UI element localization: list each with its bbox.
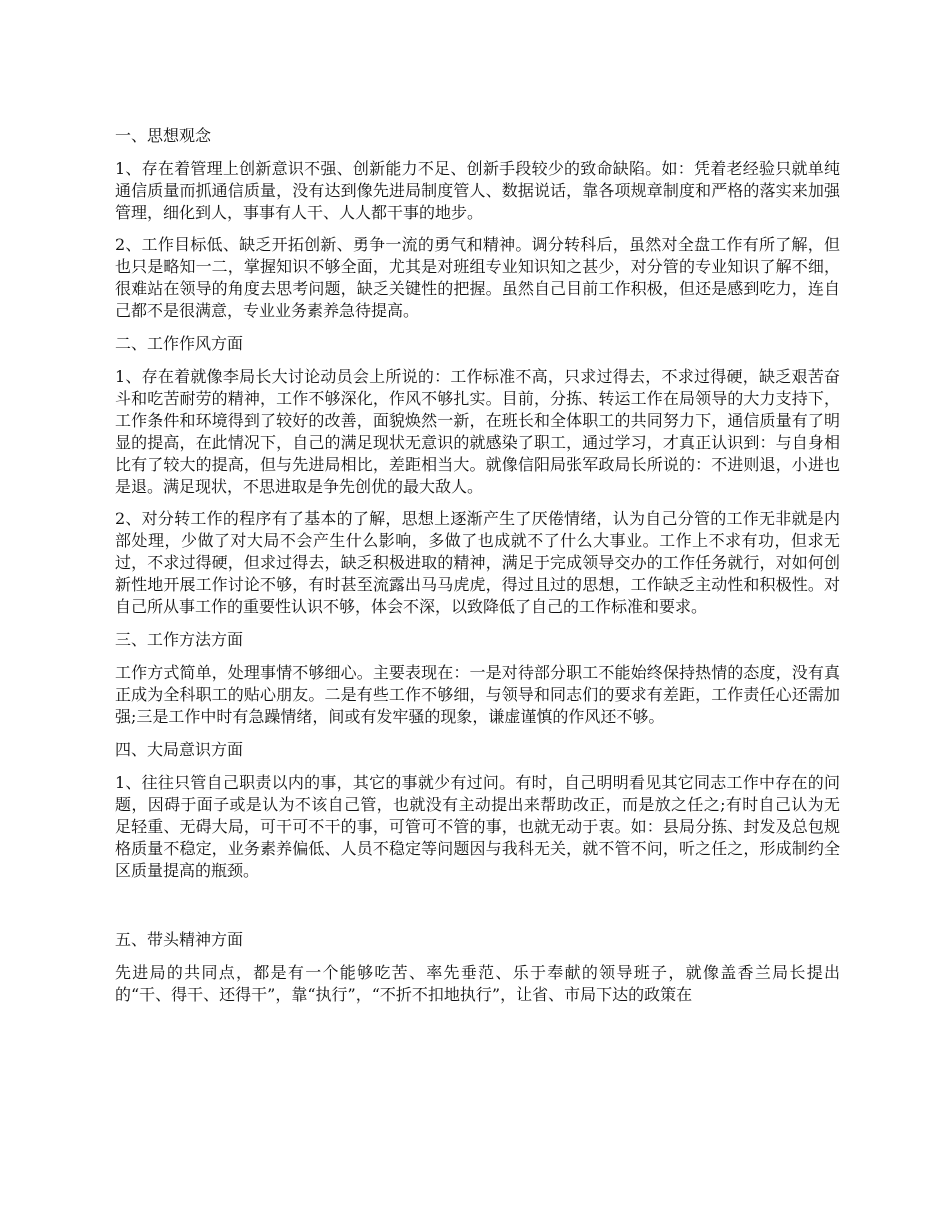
section-heading-work-method: 三、工作方法方面 [115,630,244,649]
paragraph-work-style-1: 1、存在着就像李局长大讨论动员会上所说的：工作标准不高，只求过得去，不求过得硬，缺乏艰苦奋斗和吃苦耐劳的精神，工作不够深化，作风不够扎实。目前，分拣、转运工作在局领导的大力支持下，工作条件和环境得到了较好的改善，面貌焕然一新，在班长和全体职工的共同努力下，通信质量有了明显的提高，在此情况下，自己的满足现状无意识的就感染了职工，通过学习，才真正认识到：与自身相比有了较大的提高，但与先进局相比，差距相当大。就像信阳局张军政局长所说的：不进则退，小进也是退。满足现状，不思进取是争先创优的最大敌人。 [115,367,840,496]
paragraph-work-method-1: 工作方式简单，处理事情不够细心。主要表现在：一是对待部分职工不能始终保持热情的态度，没有真正成为全科职工的贴心朋友。二是有些工作不够细，与领导和同志们的要求有差距，工作责任心还需加强;三是工作中时有急躁情绪，间或有发牢骚的现象，谦虚谨慎的作风还不够。 [115,663,840,726]
paragraph-thinking-2: 2、工作目标低、缺乏开拓创新、勇争一流的勇气和精神。调分转科后，虽然对全盘工作有所了解，但也只是略知一二，掌握知识不够全面，尤其是对班组专业知识知之甚少，对分管的专业知识了解不细，很难站在领导的角度去思考问题，缺乏关键性的把握。虽然自己目前工作积极，但还是感到吃力，连自己都不是很满意，专业业务素养急待提高。 [115,235,840,320]
section-gap [115,892,840,928]
section-heading-leading-spirit: 五、带头精神方面 [115,930,244,949]
document-page [115,124,840,1016]
paragraph-overall-awareness-1: 1、往往只管自己职责以内的事，其它的事就少有过问。有时，自己明明看见其它同志工作中存在的问题，因碍于面子或是认为不该自己管，也就没有主动提出来帮助改正，而是放之任之;有时自己认为无足轻重、无碍大局，可干可不干的事，可管可不管的事，也就无动于衷。如：县局分拣、封发及总包规格质量不稳定，业务素养偏低、人员不稳定等问题因与我科无关，就不管不问，听之任之，形成制约全区质量提高的瓶颈。 [115,773,840,880]
section-heading-thinking: 一、思想观念 [115,126,212,145]
paragraph-thinking-1: 1、存在着管理上创新意识不强、创新能力不足、创新手段较少的致命缺陷。如：凭着老经验只就单纯通信质量而抓通信质量，没有达到像先进局制度管人、数据说话，靠各项规章制度和严格的落实来加强管理，细化到人，事事有人干、人人都干事的地步。 [115,159,840,222]
paragraph-work-style-2: 2、对分转工作的程序有了基本的了解，思想上逐渐产生了厌倦情绪，认为自己分管的工作无非就是内部处理，少做了对大局不会产生什么影响，多做了也成就不了什么大事业。工作上不求有功，但求无过，不求过得硬，但求过得去，缺乏积极进取的精神，满足于完成领导交办的工作任务就行，对如何创新性地开展工作讨论不够，有时甚至流露出马马虎虎，得过且过的思想，工作缺乏主动性和积极性。对自己所从事工作的重要性认识不够，体会不深，以致降低了自己的工作标准和要求。 [115,509,840,616]
section-heading-overall-awareness: 四、大局意识方面 [115,740,244,759]
paragraph-leading-spirit-1: 先进局的共同点，都是有一个能够吃苦、率先垂范、乐于奉献的领导班子，就像盖香兰局长提出的“干、得干、还得干”，靠“执行”，“不折不扣地执行”，让省、市局下达的政策在 [115,963,840,1004]
section-heading-work-style: 二、工作作风方面 [115,334,244,353]
